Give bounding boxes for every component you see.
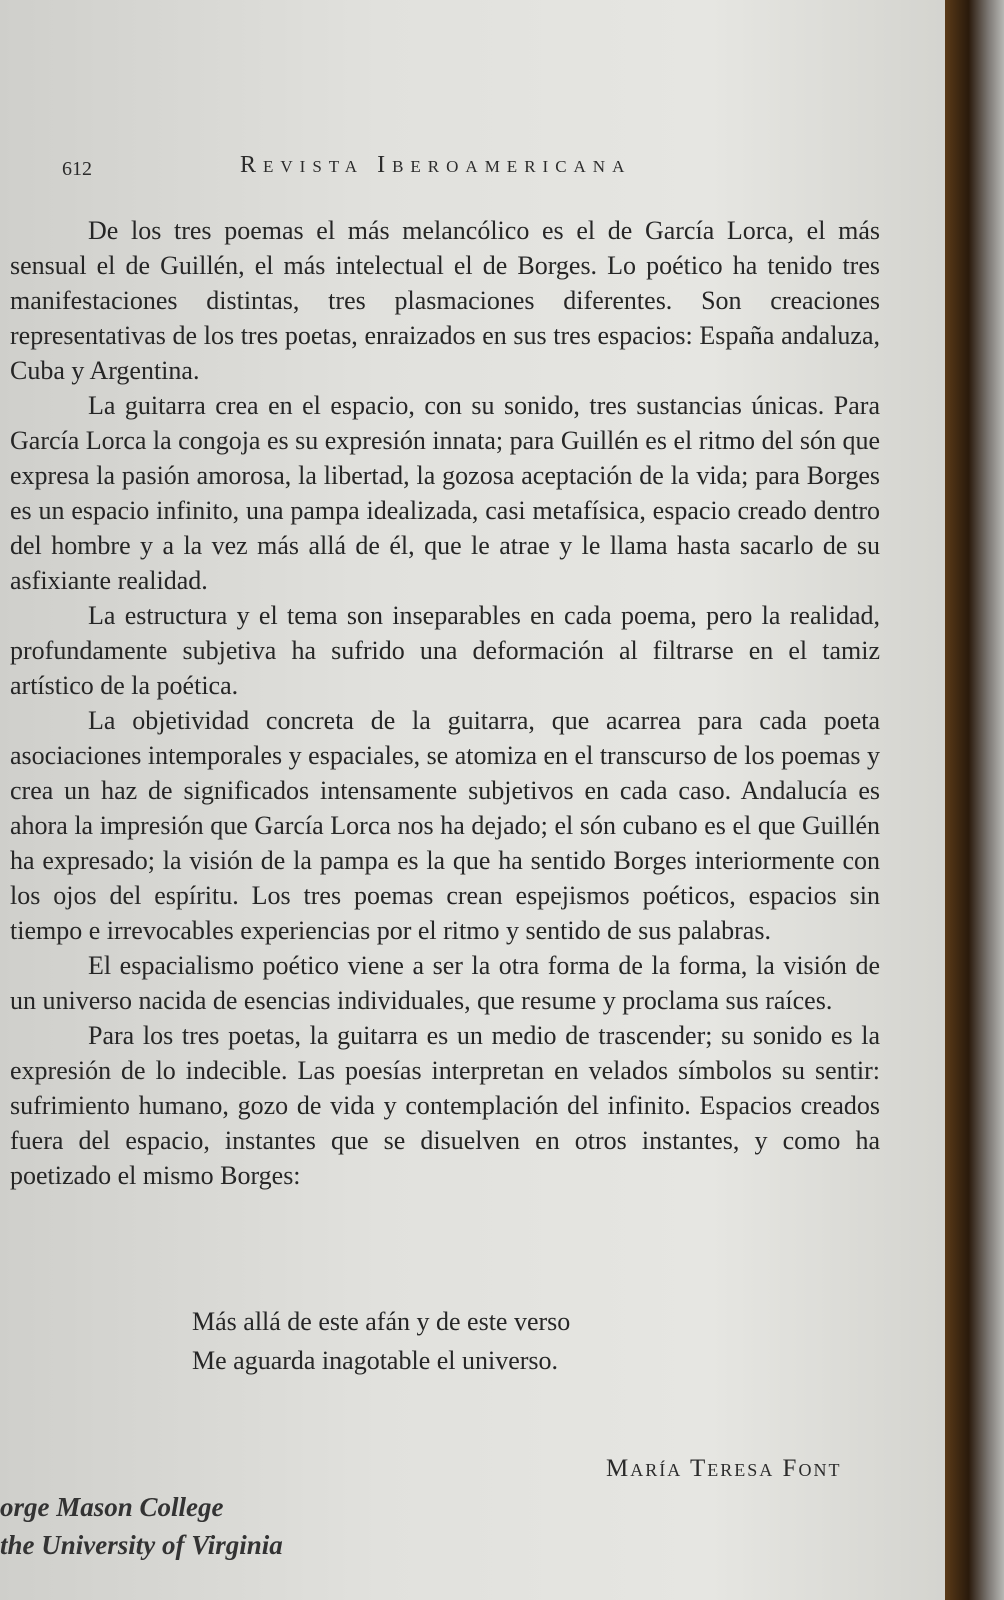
page-header	[0, 152, 945, 192]
author-affiliation	[0, 1488, 283, 1564]
paragraph: La guitarra crea en el espacio, con su sonido, tres sustancias únicas. Para García Lorca la congoja es su expresión innata; para Guillén es el ritmo del són que expresa la pasión amorosa, la libertad, la gozosa aceptación de la vida; para Borges es un espacio infinito, una pampa idealizada, casi metafísica, espacio creado dentro del hombre y a la vez más allá de él, que le atrae y le llama hasta sacarlo de su asfixiante realidad.	[10, 391, 880, 595]
paragraph: Para los tres poetas, la guitarra es un medio de trascender; su sonido es la expresión de lo indecible. Las poesías interpretan en velados símbolos su sentir: sufrimiento humano, gozo de vida y contemplación del infinito. Espacios creados fuera del espacio, instantes que se disuelven en otros instantes, y como ha poetizado el mismo Borges:	[10, 1021, 880, 1190]
paragraph: La objetividad concreta de la guitarra, que acarrea para cada poeta asociaciones intemporales y espaciales, se atomiza en el transcurso de los poemas y crea un haz de significados intensamente subjetivos en cada caso. Andalucía es ahora la impresión que García Lorca nos ha dejado; el són cubano es el que Guillén ha expresado; la visión de la pampa es la que ha sentido Borges interiormente con los ojos del espíritu. Los tres poemas crean espejismos poéticos, espacios sin tiempo e irrevocables experiencias por el ritmo y sentido de sus palabras.	[10, 706, 880, 945]
running-title: Revista Iberoamericana	[240, 152, 632, 178]
verse-quotation	[192, 1302, 570, 1380]
paragraph: De los tres poemas el más melancólico es el de García Lorca, el más sensual el de Guillén, el más intelectual el de Borges. Lo poético ha tenido tres manifestaciones distintas, tres plasmaciones diferentes. Son creaciones representativas de los tres poetas, enraizados en sus tres espacios: España andaluza, Cuba y Argentina.	[10, 216, 880, 385]
article-body	[10, 213, 880, 1193]
paragraph: El espacialismo poético viene a ser la otra forma de la forma, la visión de un universo nacida de esencias individuales, que resume y proclama sus raíces.	[10, 951, 880, 1015]
verse-line: Me aguarda inagotable el universo.	[192, 1346, 559, 1375]
affiliation-line: orge Mason College	[0, 1492, 224, 1522]
book-spine-edge	[945, 0, 1004, 1600]
paragraph: La estructura y el tema son inseparables en cada poema, pero la realidad, profundamente subjetiva ha sufrido una deformación al filtrarse en el tamiz artístico de la poética.	[10, 601, 880, 700]
verse-line: Más allá de este afán y de este verso	[192, 1307, 571, 1336]
author-name: María Teresa Font	[606, 1455, 842, 1482]
affiliation-line: the University of Virginia	[0, 1530, 283, 1560]
page-number: 612	[62, 158, 92, 180]
